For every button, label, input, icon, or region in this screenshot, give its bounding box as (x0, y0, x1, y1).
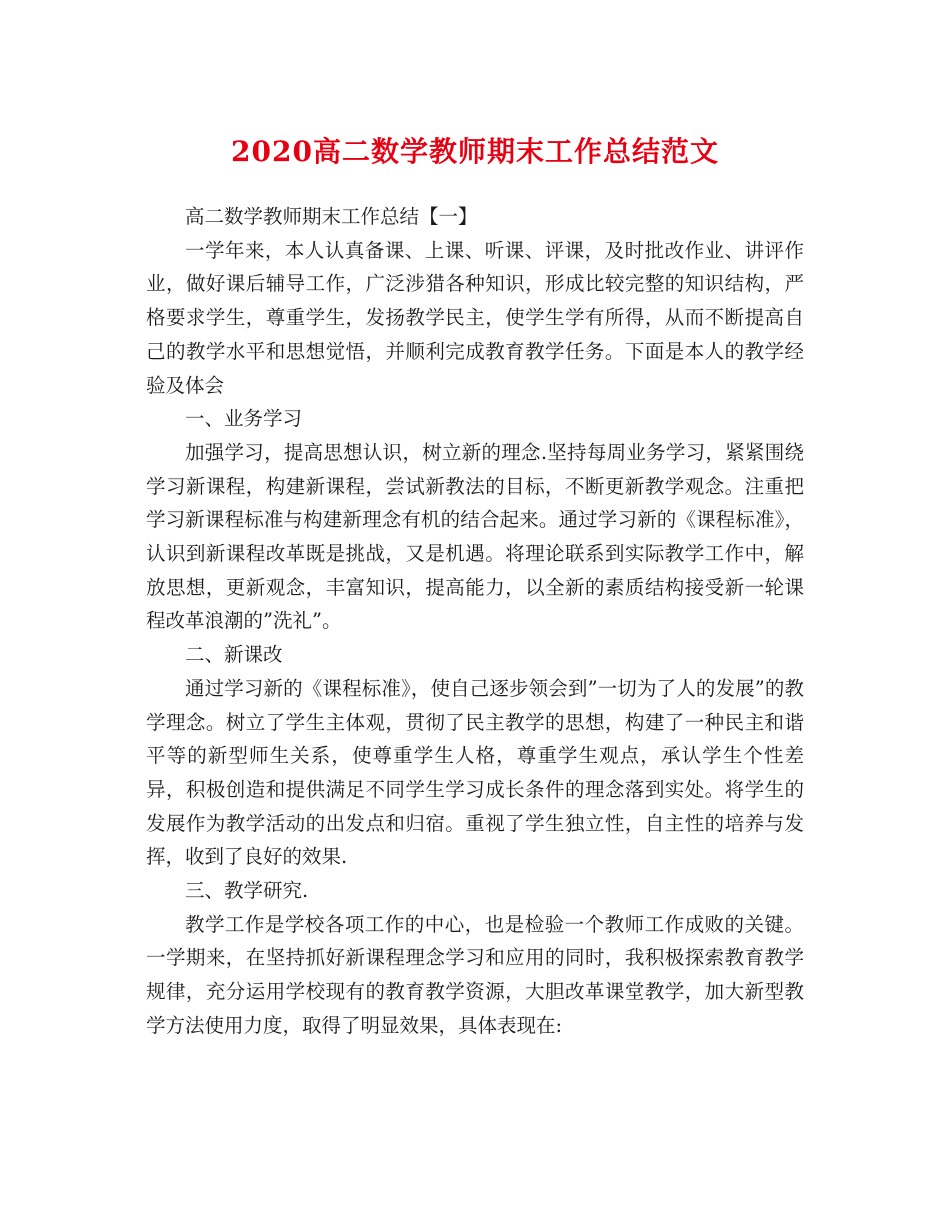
body-paragraph: 通过学习新的《课程标准》，使自己逐步领会到”一切为了人的发展”的教学理念。树立了学生主体观，贯彻了民主教学的思想，构建了一种民主和谐平等的新型师生关系，使尊重学生人格，尊重学生观点，承认学生个性差异，积极创造和提供满足不同学生学习成长条件的理念落到实处。将学生的发展作为教学活动的出发点和归宿。重视了学生独立性，自主性的培养与发挥，收到了良好的效果. (146, 676, 804, 869)
body-paragraph: 一学年来，本人认真备课、上课、听课、评课，及时批改作业、讲评作业，做好课后辅导工作，广泛涉猎各种知识，形成比较完整的知识结构，严格要求学生，尊重学生，发扬教学民主，使学生学有所得，从而不断提高自己的教学水平和思想觉悟，并顺利完成教育教学任务。下面是本人的教学经验及体会 (146, 238, 804, 397)
section-heading: 二、新课改 (185, 643, 283, 667)
document-title: 2020高二数学教师期末工作总结范文 (231, 135, 719, 168)
body-paragraph: 教学工作是学校各项工作的中心，也是检验一个教师工作成败的关键。一学期来，在坚持抓好新课程理念学习和应用的同时，我积极探索教育教学规律，充分运用学校现有的教育教学资源，大胆改革课堂教学，加大新型教学方法使用力度，取得了明显效果，具体表现在: (146, 912, 804, 1037)
body-paragraph: 加强学习，提高思想认识，树立新的理念.坚持每周业务学习，紧紧围绕学习新课程，构建新课程，尝试新教法的目标，不断更新教学观念。注重把学习新课程标准与构建新理念有机的结合起来。通过学习新的《课程标准》，认识到新课程改革既是挑战，又是机遇。将理论联系到实际教学工作中，解放思想，更新观念，丰富知识，提高能力，以全新的素质结构接受新一轮课程改革浪潮的”洗礼”。 (146, 440, 804, 633)
section-heading: 高二数学教师期末工作总结【一】 (185, 205, 478, 228)
section-heading: 三、教学研究. (185, 879, 309, 903)
document-body (146, 200, 804, 1043)
section-heading: 一、业务学习 (185, 407, 303, 431)
